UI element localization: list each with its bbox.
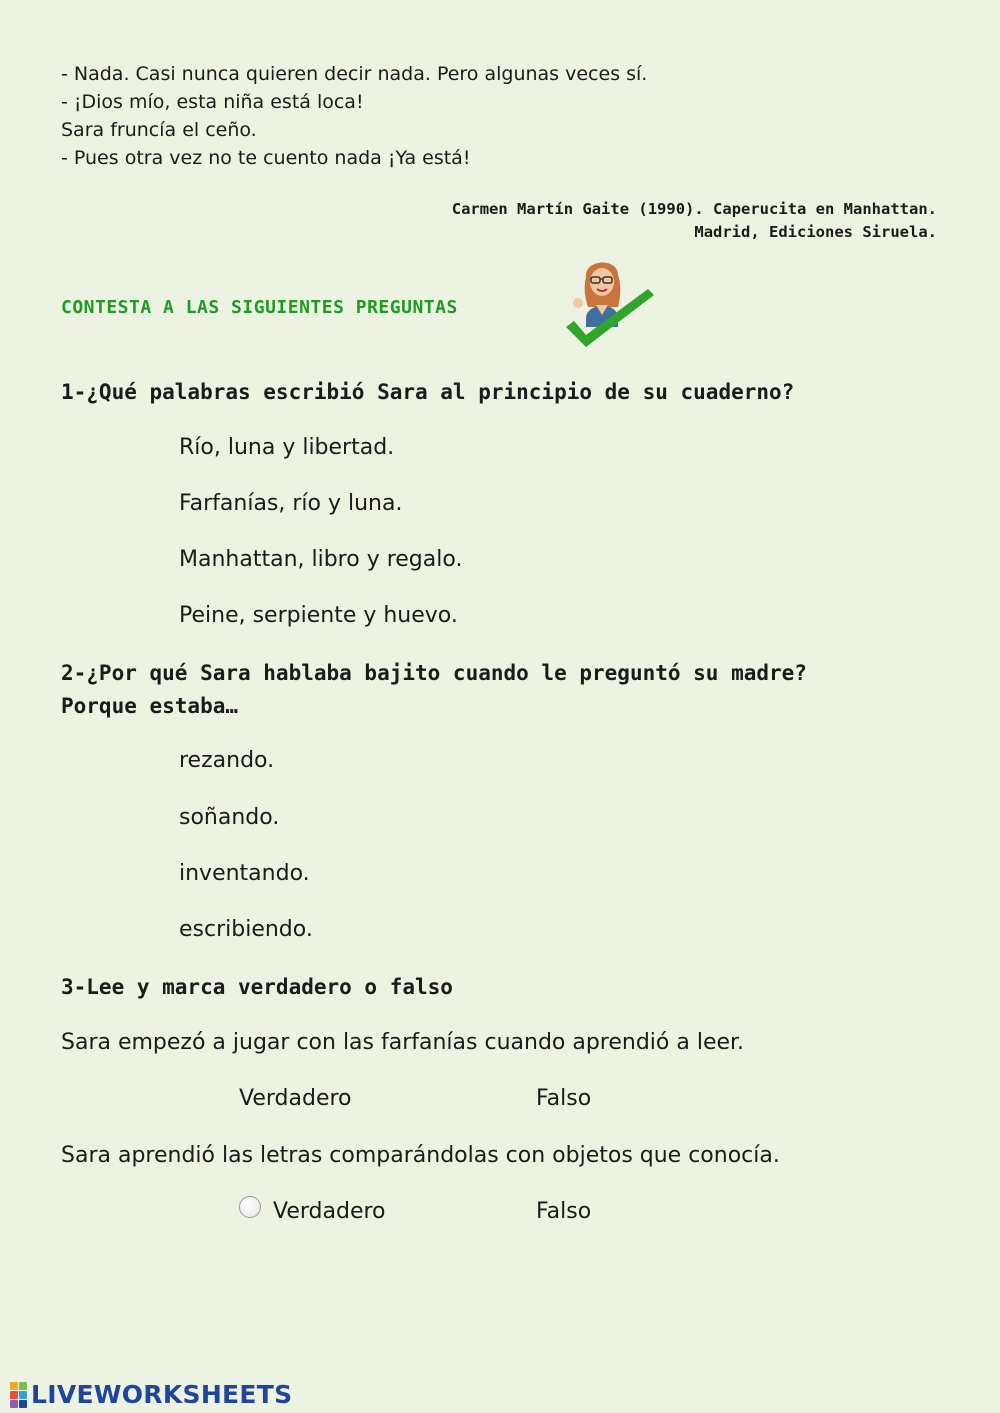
option-2a[interactable]: rezando. bbox=[179, 748, 275, 773]
question-1: 1-¿Qué palabras escribió Sara al principio de su cuaderno? bbox=[61, 380, 795, 404]
statement-2-radio[interactable] bbox=[239, 1196, 261, 1218]
teacher-check-icon bbox=[560, 255, 660, 363]
option-1d[interactable]: Peine, serpiente y huevo. bbox=[179, 603, 458, 628]
statement-1-false-option[interactable]: Falso bbox=[536, 1086, 592, 1111]
liveworksheets-logo bbox=[10, 1380, 292, 1409]
story-line: Sara fruncía el ceño. bbox=[61, 119, 257, 141]
statement-1: Sara empezó a jugar con las farfanías cuando aprendió a leer. bbox=[61, 1030, 745, 1055]
option-1b[interactable]: Farfanías, río y luna. bbox=[179, 491, 403, 516]
statement-2-true-option[interactable]: Verdadero bbox=[273, 1199, 386, 1224]
citation-line-2: Madrid, Ediciones Siruela. bbox=[694, 223, 937, 241]
option-2b[interactable]: soñando. bbox=[179, 805, 280, 830]
statement-2-false-option[interactable]: Falso bbox=[536, 1199, 592, 1224]
story-line: - Nada. Casi nunca quieren decir nada. Pero algunas veces sí. bbox=[61, 63, 648, 85]
question-3: 3-Lee y marca verdadero o falso bbox=[61, 975, 453, 999]
option-1a[interactable]: Río, luna y libertad. bbox=[179, 435, 395, 460]
option-2d[interactable]: escribiendo. bbox=[179, 917, 313, 942]
statement-2: Sara aprendió las letras comparándolas con objetos que conocía. bbox=[61, 1143, 780, 1168]
logo-text: LIVEWORKSHEETS bbox=[31, 1380, 293, 1409]
question-2: 2-¿Por qué Sara hablaba bajito cuando le preguntó su madre? Porque estaba… bbox=[61, 661, 807, 718]
option-2c[interactable]: inventando. bbox=[179, 861, 310, 886]
logo-icon bbox=[10, 1382, 27, 1408]
citation-line-1: Carmen Martín Gaite (1990). Caperucita en Manhattan. bbox=[451, 200, 937, 218]
statement-1-true-option[interactable]: Verdadero bbox=[239, 1086, 352, 1111]
option-1c[interactable]: Manhattan, libro y regalo. bbox=[179, 547, 463, 572]
story-line: - ¡Dios mío, esta niña está loca! bbox=[61, 91, 364, 113]
section-title: CONTESTA A LAS SIGUIENTES PREGUNTAS bbox=[61, 297, 458, 318]
story-line: - Pues otra vez no te cuento nada ¡Ya está! bbox=[61, 147, 471, 169]
